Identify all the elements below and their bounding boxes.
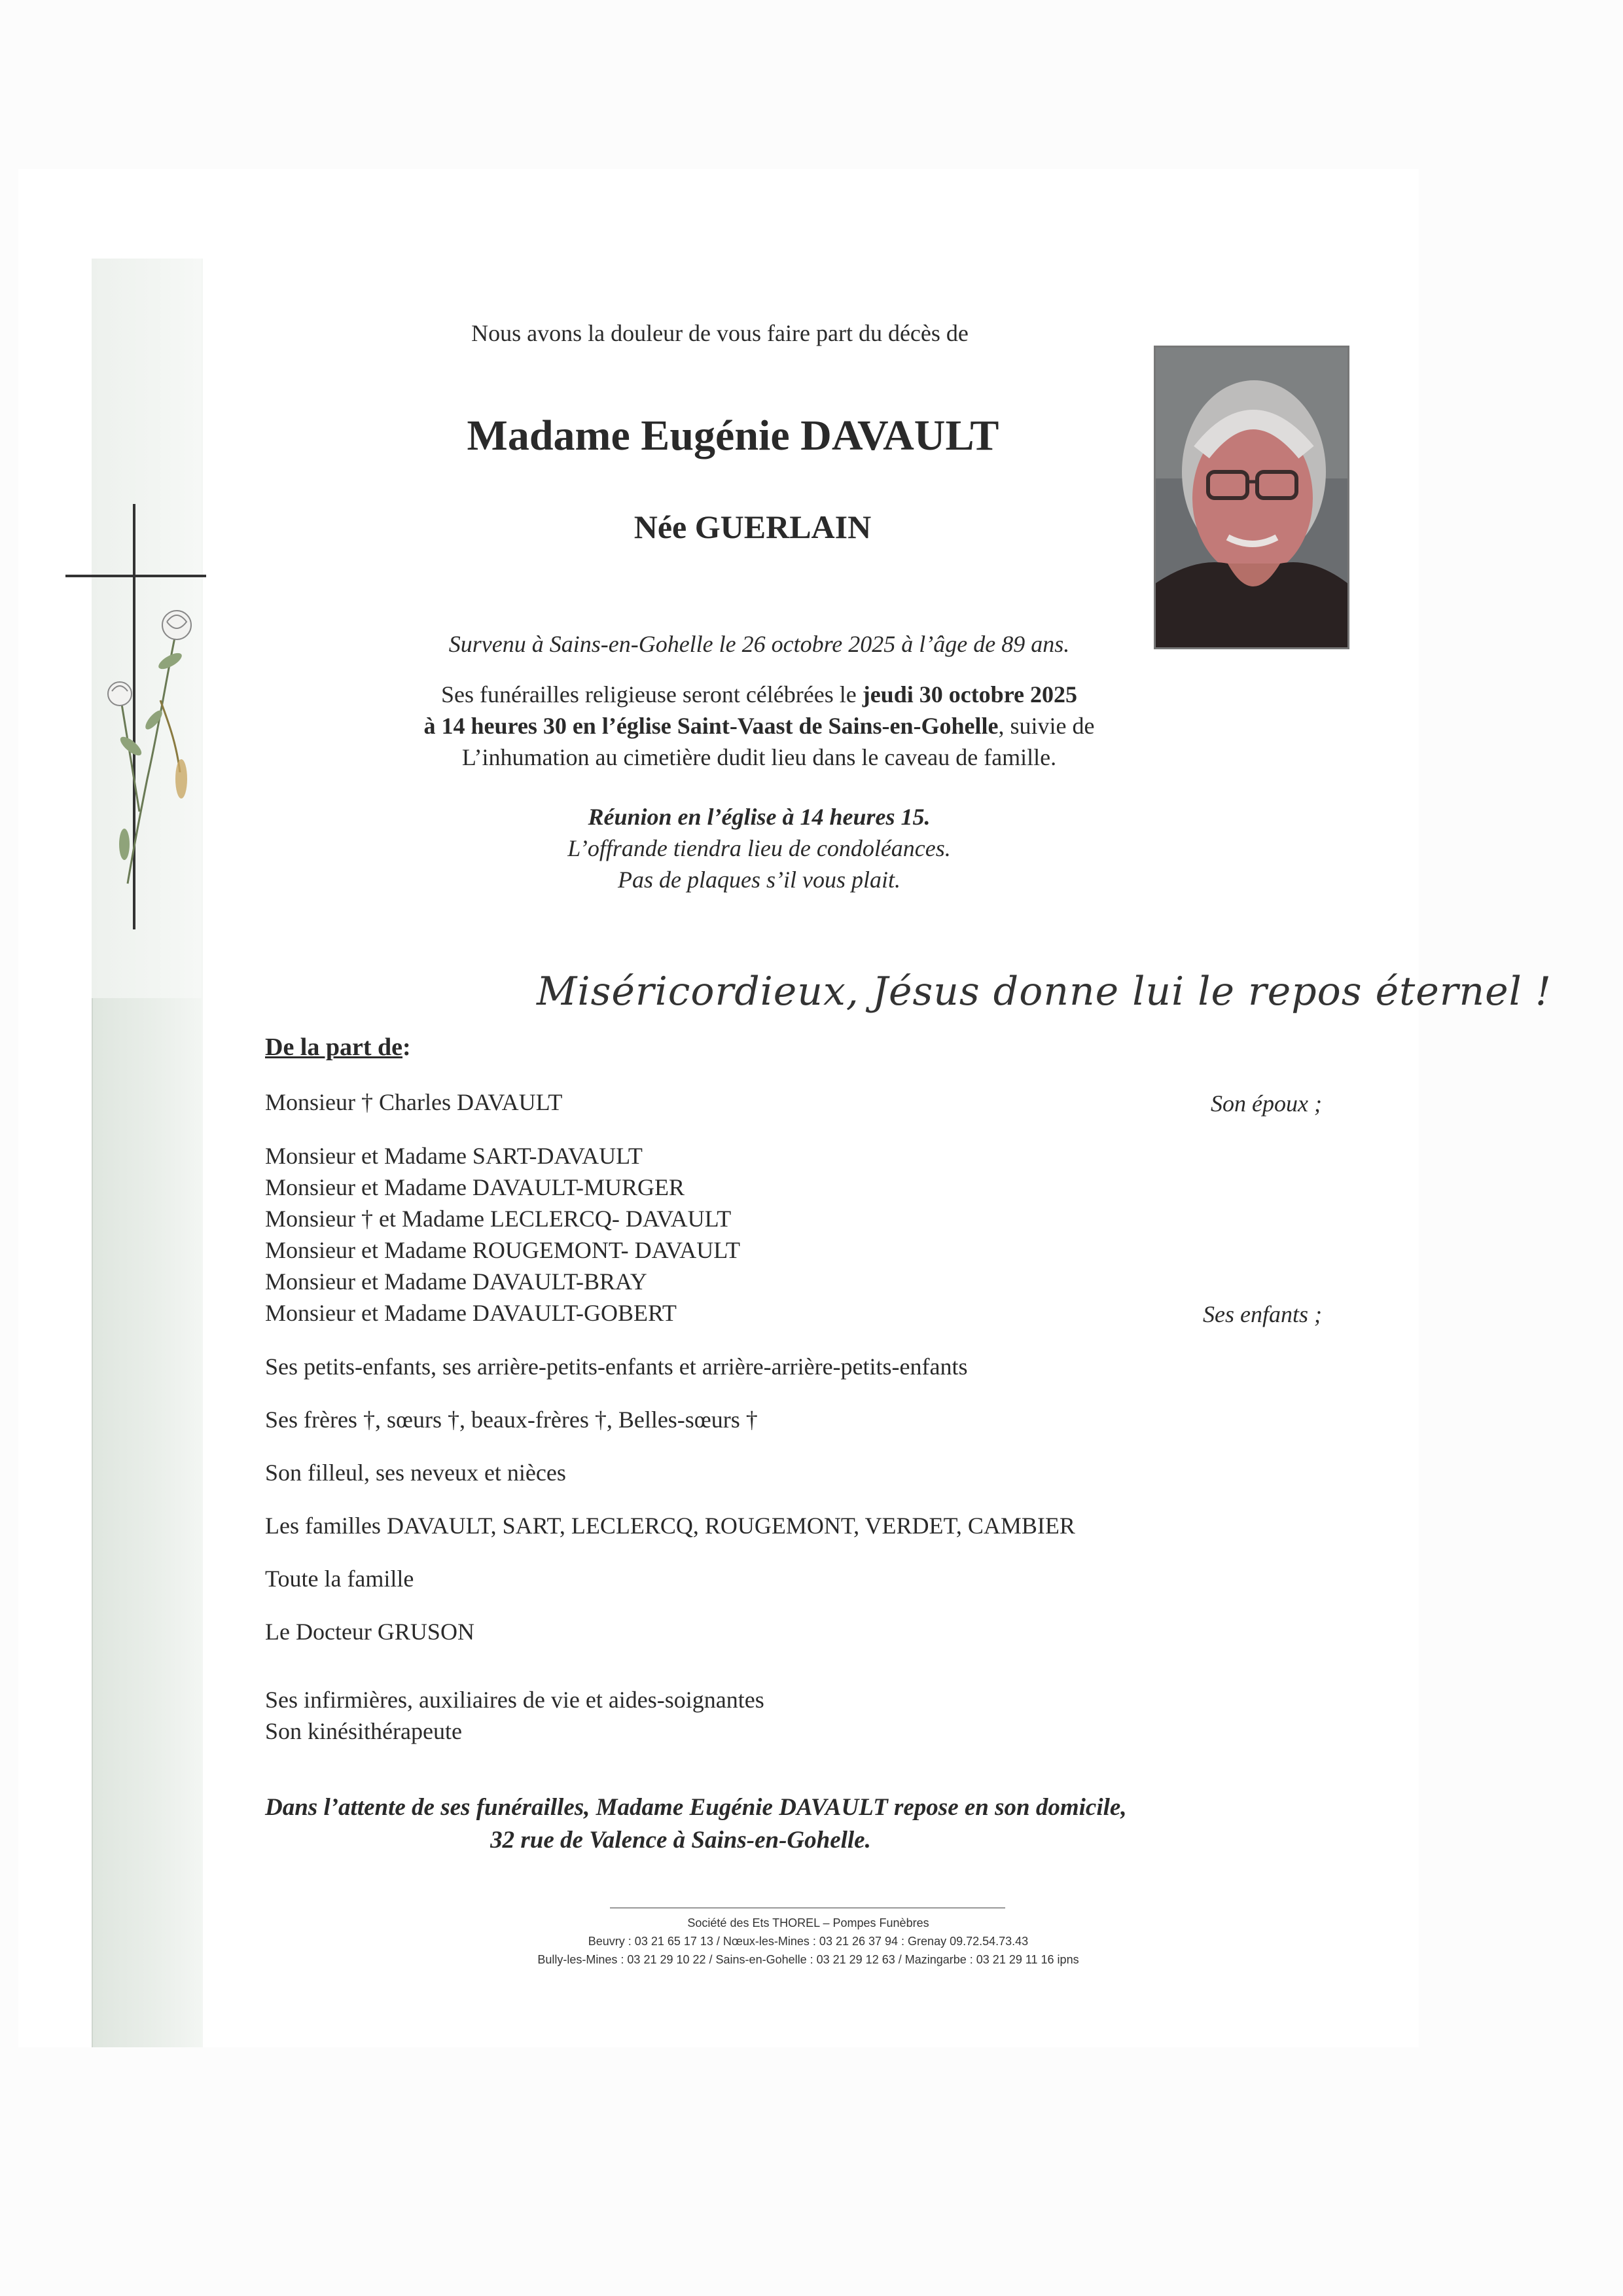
footer-divider [610, 1907, 1005, 1909]
family-heading [265, 1033, 411, 1062]
funeral-line-1 [249, 681, 1270, 708]
caregiver-line: Son kinésithérapeute [265, 1718, 462, 1744]
children-role: Ses enfants ; [1203, 1301, 1322, 1327]
cross-with-roses-icon [62, 504, 219, 936]
funeral-place: à 14 heures 30 en l’église Saint-Vaast de Sains-en-Gohelle [423, 713, 999, 739]
family-line: Le Docteur GRUSON [265, 1619, 474, 1645]
child-line: Monsieur et Madame DAVAULT-BRAY [265, 1268, 647, 1295]
funeral-date: jeudi 30 octobre 2025 [862, 681, 1078, 708]
spouse-role: Son époux ; [1211, 1090, 1322, 1117]
funeral-line-2-text: , suivie de [998, 713, 1095, 739]
footer-phones-2: Bully-les-Mines : 03 21 29 10 22 / Sains-en-Gohelle : 03 21 29 12 63 / Mazingarbe : 03 21 29 11 16 ipns [537, 1953, 1079, 1966]
family-line: Les familles DAVAULT, SART, LECLERCQ, ROUGEMONT, VERDET, CAMBIER [265, 1513, 1075, 1539]
closing-line-1: Dans l’attente de ses funérailles, Madame Eugénie DAVAULT repose en son domicile, [265, 1794, 1127, 1821]
family-heading-text: De la part de [265, 1033, 403, 1061]
family-heading-colon: : [402, 1033, 411, 1061]
child-line: Monsieur et Madame ROUGEMONT- DAVAULT [265, 1237, 740, 1263]
meeting-line-3: Pas de plaques s’il vous plait. [618, 867, 901, 893]
caregiver-line: Ses infirmières, auxiliaires de vie et aides-soignantes [265, 1687, 764, 1713]
footer-phones-1: Beuvry : 03 21 65 17 13 / Nœux-les-Mines : 03 21 26 37 94 : Grenay 09.72.54.73.43 [588, 1935, 1029, 1948]
funeral-line-1-text: Ses funérailles religieuse seront célébrées le [440, 681, 863, 708]
footer-company: Société des Ets THOREL – Pompes Funèbres [687, 1916, 929, 1929]
family-line: Ses frères †, sœurs †, beaux-frères †, Belles-sœurs † [265, 1407, 758, 1433]
family-line: Toute la famille [265, 1566, 414, 1592]
death-date-line: Survenu à Sains-en-Gohelle le 26 octobre 2025 à l’âge de 89 ans. [448, 631, 1070, 657]
meeting-line-1: Réunion en l’église à 14 heures 15. [588, 804, 931, 830]
spouse-line: Monsieur † Charles DAVAULT [265, 1089, 563, 1115]
funeral-line-2 [249, 712, 1270, 740]
intro-text: Nous avons la douleur de vous faire part du décès de [471, 320, 969, 346]
portrait-image-icon [1156, 348, 1347, 647]
family-line: Son filleul, ses neveux et nièces [265, 1460, 566, 1486]
closing-line-2: 32 rue de Valence à Sains-en-Gohelle. [490, 1827, 871, 1854]
maiden-name: Née GUERLAIN [633, 509, 872, 545]
child-line: Monsieur et Madame DAVAULT-MURGER [265, 1174, 685, 1200]
child-line: Monsieur † et Madame LECLERCQ- DAVAULT [265, 1206, 732, 1232]
portrait-photo [1154, 346, 1349, 649]
funeral-line-3: L’inhumation au cimetière dudit lieu dans le caveau de famille. [461, 744, 1057, 770]
deceased-name: Madame Eugénie DAVAULT [467, 412, 999, 459]
child-line: Monsieur et Madame DAVAULT-GOBERT [265, 1300, 677, 1326]
prayer-text: Miséricordieux, Jésus donne lui le repos éternel ! [537, 969, 1552, 1014]
meeting-line-2: L’offrande tiendra lieu de condoléances. [567, 835, 951, 861]
family-line: Ses petits-enfants, ses arrière-petits-enfants et arrière-arrière-petits-enfants [265, 1354, 968, 1380]
child-line: Monsieur et Madame SART-DAVAULT [265, 1143, 643, 1169]
